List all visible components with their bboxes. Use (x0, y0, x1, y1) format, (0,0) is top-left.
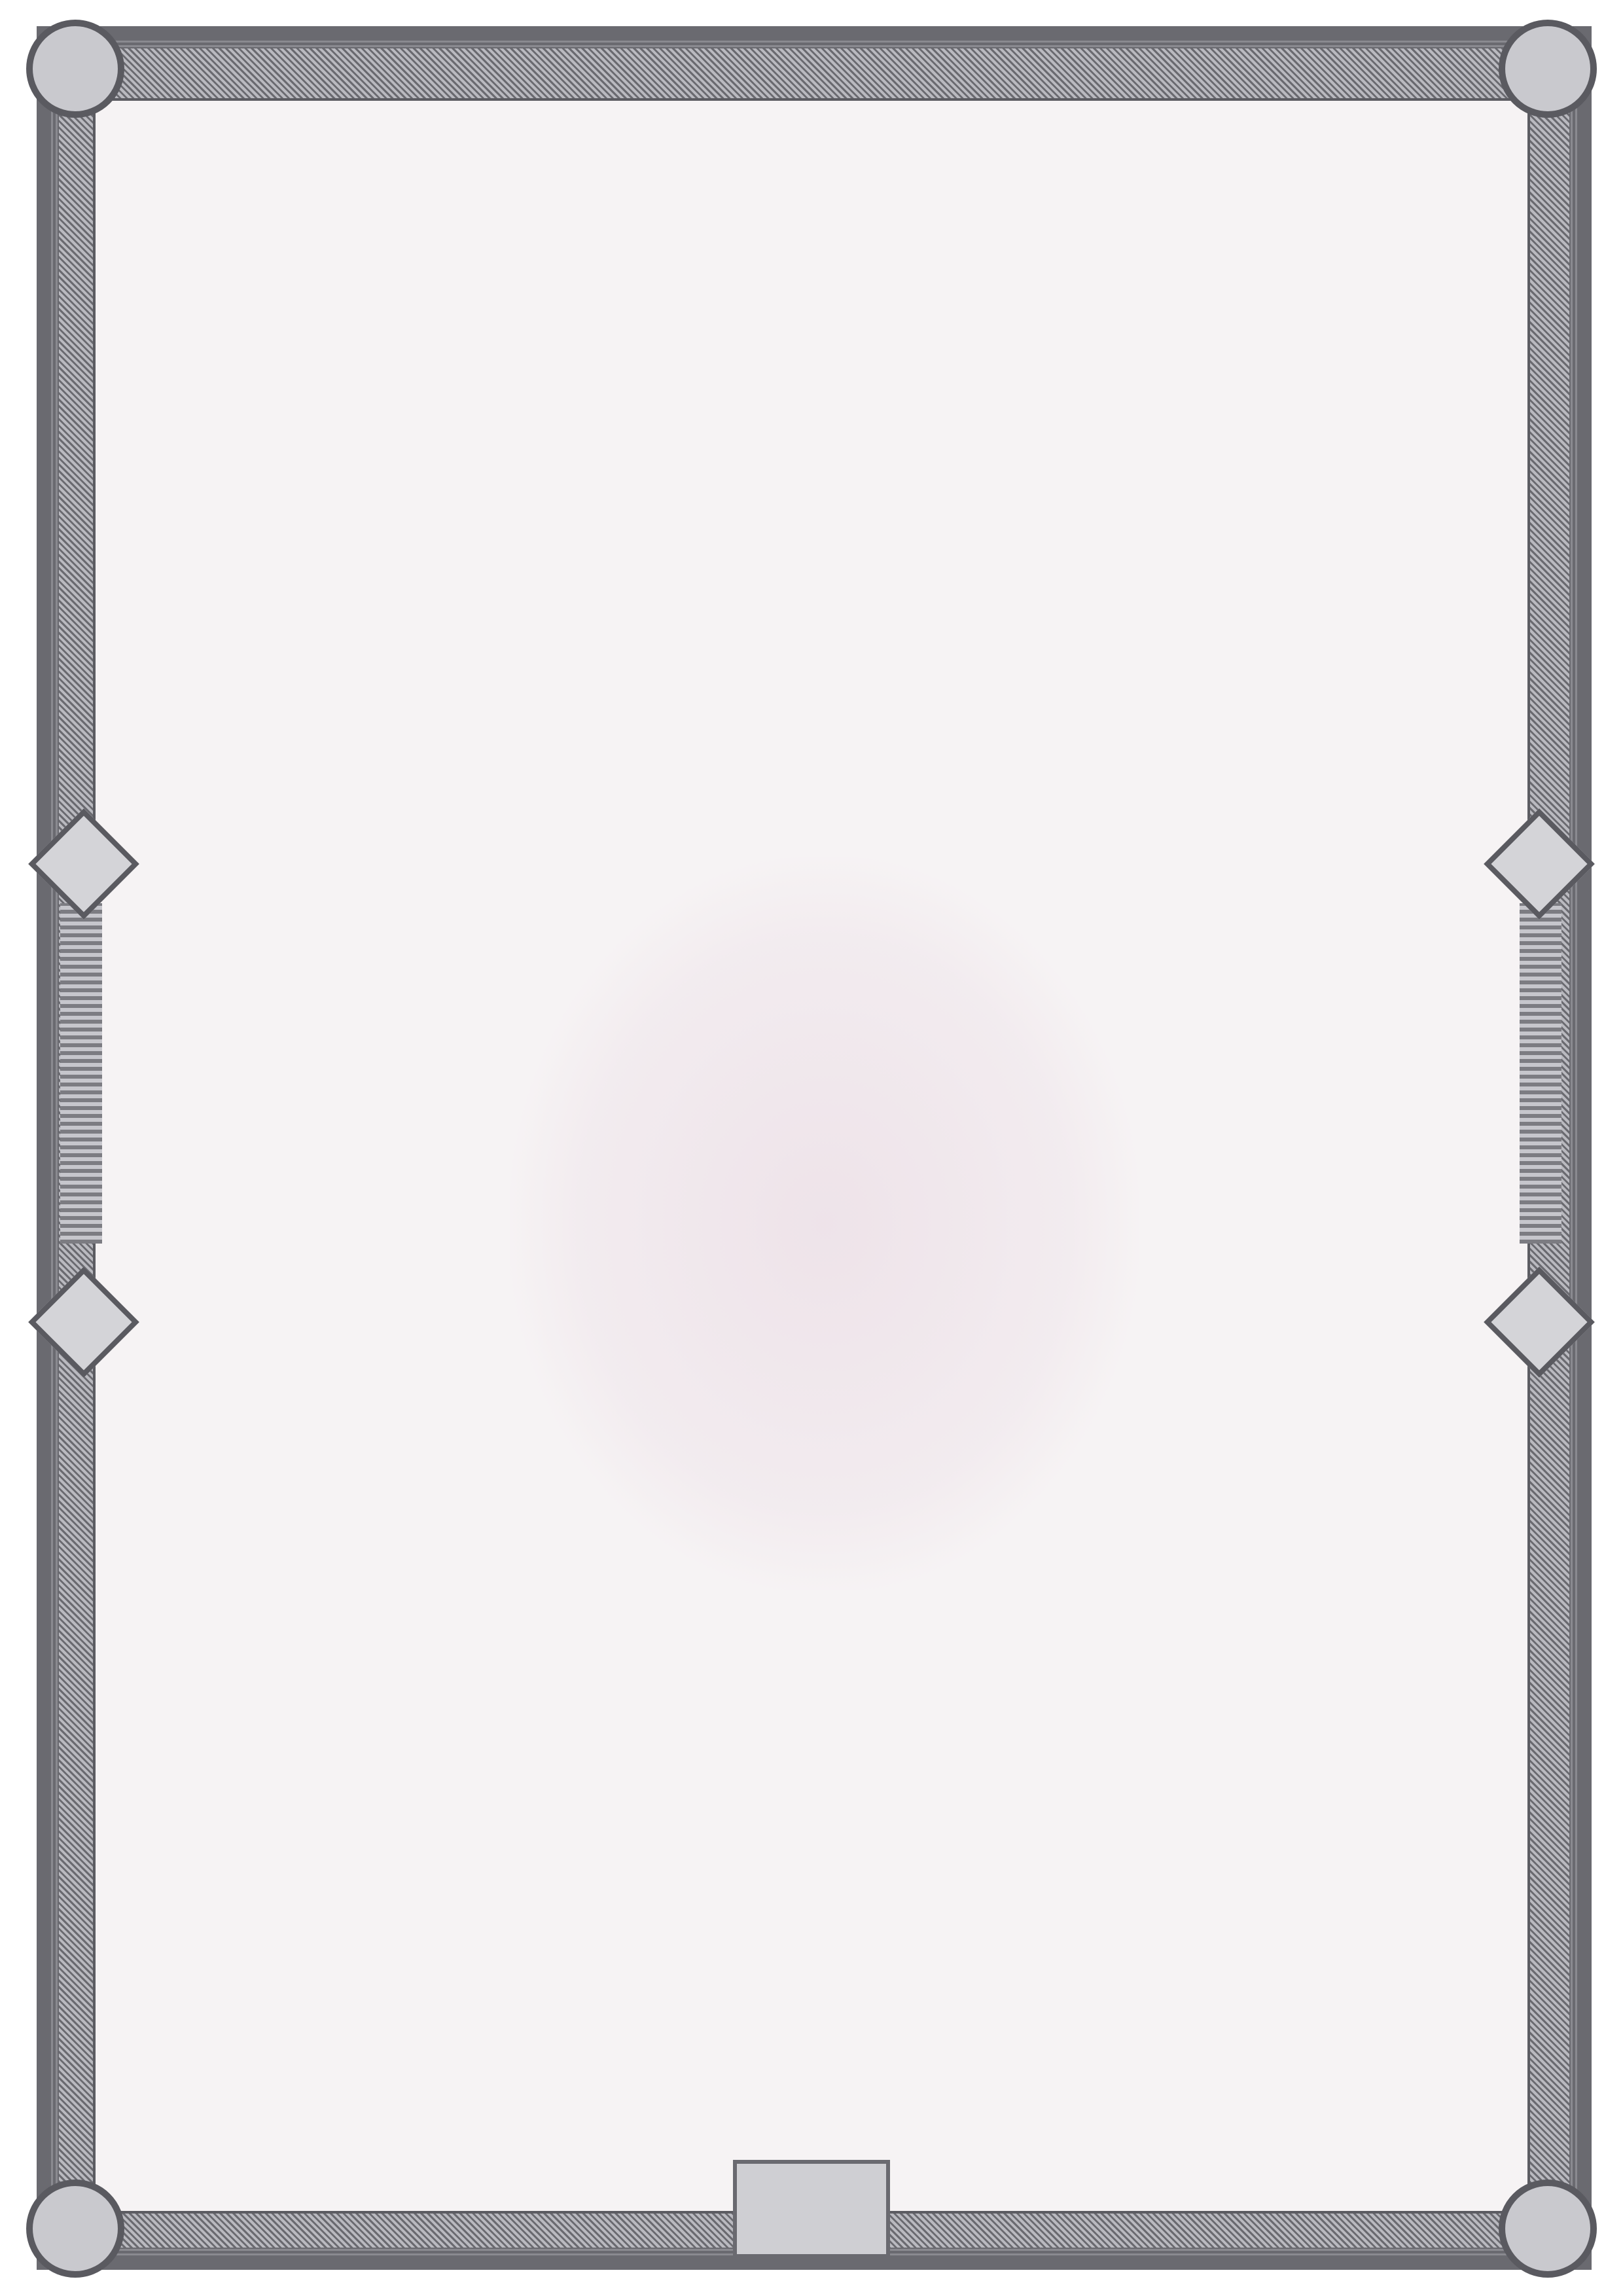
background-emblem (510, 857, 1139, 1590)
left-ornament-band (60, 903, 102, 1244)
bottom-emblem (733, 2160, 890, 2258)
right-ornament-band (1520, 903, 1561, 1244)
corner-ornament (26, 2179, 124, 2278)
corner-ornament (1499, 20, 1597, 118)
corner-ornament (1499, 2179, 1597, 2278)
corner-ornament (26, 20, 124, 118)
